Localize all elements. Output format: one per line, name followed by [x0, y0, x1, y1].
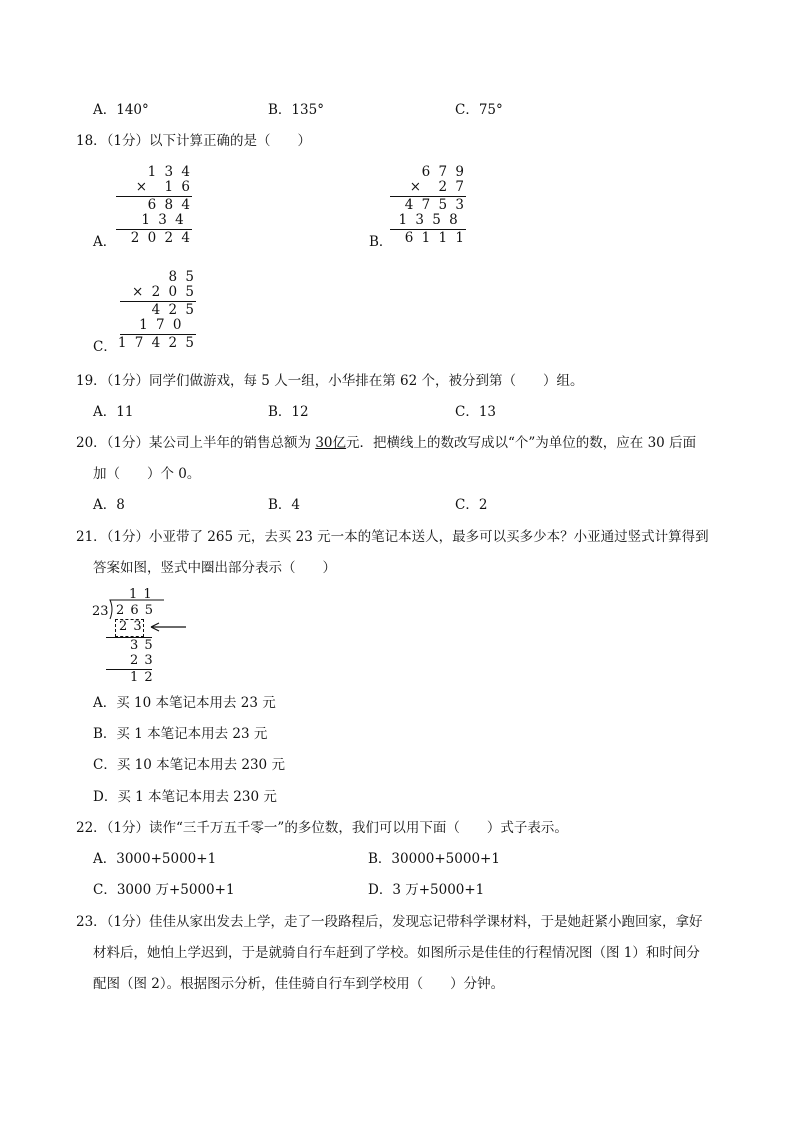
- q18-stem: 18．（1分）以下计算正确的是（ ）: [76, 133, 312, 149]
- q21-line-1: 21．（1分）小亚带了 265 元，去买 23 元一本的笔记本送人，最多可以买多少本？小亚通过竖式计算得到: [76, 529, 709, 545]
- q21-option-a: A．买 10 本笔记本用去 23 元: [93, 695, 276, 711]
- q19-option-a: A．11: [93, 404, 134, 420]
- q18-b-product: 6 1 1 1: [404, 230, 466, 246]
- q20-line-1: [76, 434, 696, 452]
- q21-option-d: D．买 1 本笔记本用去 230 元: [93, 789, 277, 805]
- q20-line-1-start: 20．（1分）某公司上半年的销售总额为: [76, 435, 316, 451]
- q20-option-b: B．4: [268, 497, 301, 513]
- arrow-left-icon: [148, 621, 188, 633]
- q21-option-b: B．买 1 本笔记本用去 23 元: [93, 726, 268, 742]
- q22-option-d: D．3 万+5000+1: [368, 882, 485, 898]
- q19-stem: 19．（1分）同学们做游戏，每 5 人一组，小华排在第 62 个，被分到第（ ）组。: [76, 373, 584, 389]
- q18-c-multiplier: × 2 0 5: [132, 284, 196, 300]
- q21-option-c: C．买 10 本笔记本用去 230 元: [93, 757, 285, 773]
- q18-b-partial-2: 1 3 5 8: [398, 212, 466, 228]
- q18-option-a-calculation: [110, 165, 192, 247]
- q21-long-division: [92, 586, 202, 686]
- q18-b-multiplicand: 6 7 9: [421, 164, 466, 180]
- q23-line-1: 23．（1分）佳佳从家出发去上学，走了一段路程后，发现忘记带科学课材料，于是她赶紧小跑回家，拿好: [76, 914, 703, 930]
- q18-a-partial-2: 1 3 4: [141, 212, 192, 228]
- q20-underlined-number: 30亿: [315, 435, 346, 451]
- q21-divisor: 23: [92, 604, 109, 619]
- q18-option-c-calculation: [114, 270, 196, 352]
- q18-b-multiplier: × 2 7: [409, 179, 466, 195]
- q19-option-b: B．12: [268, 404, 309, 420]
- q18-a-multiplicand: 1 3 4: [147, 164, 192, 180]
- q18-option-b-label: B．: [369, 234, 393, 250]
- q20-line-1-end: 元．把横线上的数改写成以“个”为单位的数，应在 30 后面: [346, 435, 697, 451]
- q17-option-b: B．135°: [268, 102, 324, 118]
- q22-stem: 22．（1分）读作“三千万五千零一”的多位数，我们可以用下面（ ）式子表示。: [76, 820, 568, 836]
- q22-option-a: A．3000+5000+1: [93, 851, 217, 867]
- q21-quotient: 1 1: [129, 587, 153, 602]
- q20-line-2: 加（ ）个 0。: [93, 466, 201, 482]
- q23-line-2: 材料后，她怕上学迟到，于是就骑自行车赶到了学校。如图所示是佳佳的行程情况图（图 1）和时间分: [93, 945, 700, 961]
- q21-dividend: 2 6 5: [116, 603, 155, 618]
- q18-c-multiplicand: 8 5: [168, 269, 196, 285]
- q18-a-partial-1: 6 8 4: [147, 197, 192, 213]
- q18-b-partial-1: 4 7 5 3: [404, 197, 466, 213]
- q20-option-c: C．2: [455, 497, 488, 513]
- q22-option-b: B．30000+5000+1: [368, 851, 500, 867]
- q18-a-product: 2 0 2 4: [130, 230, 192, 246]
- q20-option-a: A．8: [93, 497, 125, 513]
- q18-c-partial-1: 4 2 5: [151, 302, 196, 318]
- q21-step-1: 2 3: [119, 619, 143, 634]
- q18-a-multiplier: × 1 6: [135, 179, 192, 195]
- q18-option-c-label: C．: [93, 339, 117, 355]
- q23-line-3: 配图（图 2）。根据图示分析，佳佳骑自行车到学校用（ ）分钟。: [93, 976, 505, 992]
- q21-step-3: 2 3: [130, 653, 154, 668]
- q21-line-2: 答案如图，竖式中圈出部分表示（ ）: [93, 560, 336, 576]
- q21-step-2: 3 5: [130, 638, 154, 653]
- q21-remainder: 1 2: [130, 670, 154, 685]
- q17-option-c: C．75°: [455, 102, 503, 118]
- q17-option-a: A．140°: [93, 102, 149, 118]
- q19-option-c: C．13: [455, 404, 497, 420]
- q22-option-c: C．3000 万+5000+1: [93, 882, 235, 898]
- q18-option-b-calculation: [388, 165, 466, 247]
- q18-option-a-label: A．: [93, 234, 117, 250]
- q18-c-partial-2: 1 7 0: [139, 317, 196, 333]
- q18-c-product: 1 7 4 2 5: [117, 335, 196, 351]
